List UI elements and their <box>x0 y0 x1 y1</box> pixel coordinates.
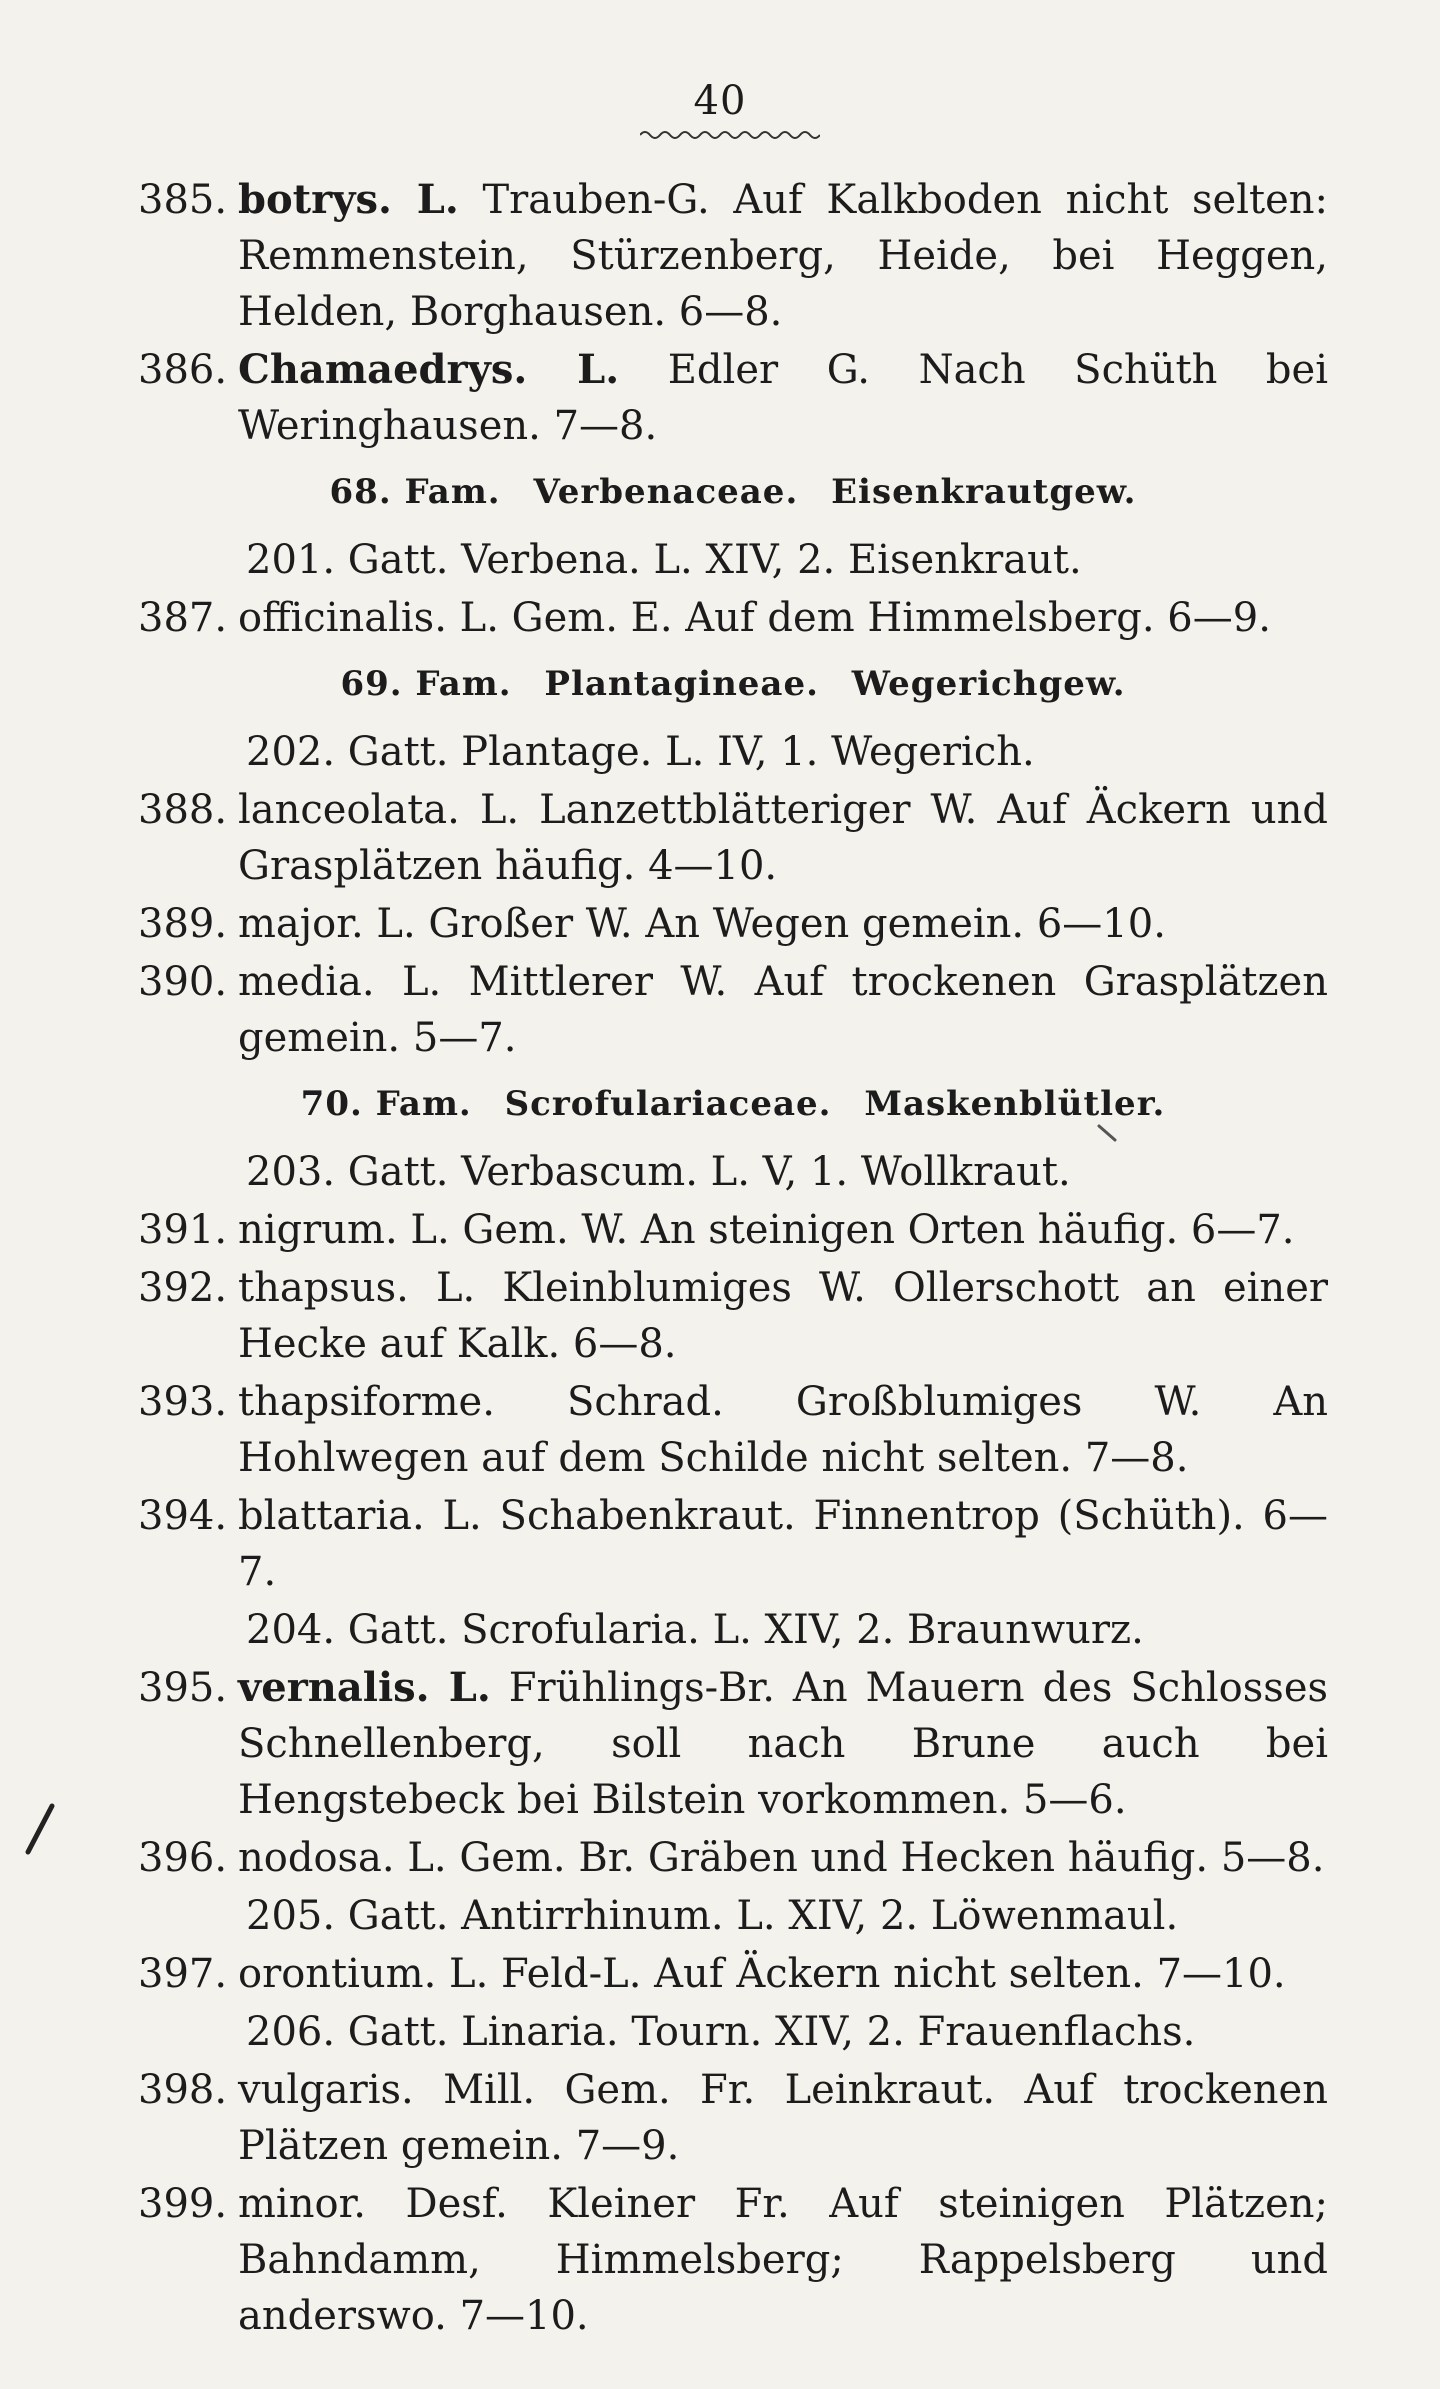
family-heading-68 <box>138 464 1328 520</box>
genus-205: 205. Gatt. Antirrhinum. L. XIV, 2. Löwenmaul. <box>246 1893 1179 1939</box>
genus-203: 203. Gatt. Verbascum. L. V, 1. Wollkraut. <box>246 1149 1071 1195</box>
family-heading-70 <box>138 1076 1328 1132</box>
entry-number: 399. <box>138 2181 228 2227</box>
family-number: 70. Fam. <box>300 1084 472 1124</box>
family-number: 68. Fam. <box>329 472 501 512</box>
entry-text: officinalis. L. Gem. E. Auf dem Himmelsberg. 6—9. <box>238 595 1271 641</box>
entry-391 <box>138 1202 1328 1258</box>
entry-397 <box>138 1946 1328 2002</box>
family-latin: Scrofulariaceae. <box>504 1084 832 1124</box>
pencil-stroke-mark <box>18 1800 58 1860</box>
genus-204: 204. Gatt. Scrofularia. L. XIV, 2. Braunwurz. <box>246 1607 1144 1653</box>
entry-number: 387. <box>138 595 228 641</box>
page-content <box>138 172 1328 2346</box>
entry-text: Frühlings-Br. An Mauern des Schlosses Schnellenberg, soll nach Brune auch bei Hengstebeck bei Bilstein vorkommen. 5—6. <box>238 1665 1329 1823</box>
entry-number: 389. <box>138 901 228 947</box>
entry-393 <box>138 1374 1328 1486</box>
entry-390 <box>138 954 1328 1066</box>
entry-number: 390. <box>138 959 228 1005</box>
entry-text: blattaria. L. Schabenkraut. Finnentrop (Schüth). 6—7. <box>238 1493 1328 1595</box>
entry-number: 394. <box>138 1493 228 1539</box>
entry-text: thapsus. L. Kleinblumiges W. Ollerschott an einer Hecke auf Kalk. 6—8. <box>238 1265 1328 1367</box>
entry-text: minor. Desf. Kleiner Fr. Auf steinigen Plätzen; Bahndamm, Himmelsberg; Rappelsberg und anderswo. 7—10. <box>238 2181 1328 2339</box>
entry-number: 391. <box>138 1207 228 1253</box>
entry-text: major. L. Großer W. An Wegen gemein. 6—10. <box>238 901 1166 947</box>
entry-text: orontium. L. Feld-L. Auf Äckern nicht selten. 7—10. <box>238 1951 1286 1997</box>
pencil-dot-mark <box>1095 1120 1121 1146</box>
genus-202: 202. Gatt. Plantage. L. IV, 1. Wegerich. <box>246 729 1035 775</box>
page-number: 40 <box>693 78 747 124</box>
entry-text: lanceolata. L. Lanzettblätteriger W. Auf Äckern und Grasplätzen häufig. 4—10. <box>238 787 1328 889</box>
entry-394 <box>138 1488 1328 1600</box>
entry-395 <box>138 1660 1328 1828</box>
entry-number: 396. <box>138 1835 228 1881</box>
entry-396 <box>138 1830 1328 1886</box>
family-german: Eisenkrautgew. <box>831 472 1137 512</box>
entry-number: 395. <box>138 1665 228 1711</box>
entry-number: 397. <box>138 1951 228 1997</box>
family-heading-69 <box>138 656 1328 712</box>
genus-201: 201. Gatt. Verbena. L. XIV, 2. Eisenkraut. <box>246 537 1082 583</box>
entry-text: Edler G. Nach Schüth bei Weringhausen. 7—8. <box>238 347 1329 449</box>
entry-387 <box>138 590 1328 646</box>
entry-386 <box>138 342 1328 454</box>
entry-number: 388. <box>138 787 228 833</box>
entry-385 <box>138 172 1328 340</box>
entry-398 <box>138 2062 1328 2174</box>
entry-text: vulgaris. Mill. Gem. Fr. Leinkraut. Auf trockenen Plätzen gemein. 7—9. <box>238 2067 1328 2169</box>
family-german: Maskenblütler. <box>864 1084 1166 1124</box>
entry-388 <box>138 782 1328 894</box>
family-number: 69. Fam. <box>340 664 512 704</box>
entry-389 <box>138 896 1328 952</box>
genus-206: 206. Gatt. Linaria. Tourn. XIV, 2. Frauenflachs. <box>246 2009 1196 2055</box>
entry-text: nigrum. L. Gem. W. An steinigen Orten häufig. 6—7. <box>238 1207 1295 1253</box>
wavy-rule-ornament <box>640 128 820 142</box>
entry-392 <box>138 1260 1328 1372</box>
entry-number: 398. <box>138 2067 228 2113</box>
entry-399 <box>138 2176 1328 2344</box>
species-epithet: botrys. L. <box>238 176 459 223</box>
entry-number: 385. <box>138 177 228 223</box>
species-epithet: Chamaedrys. L. <box>238 346 620 393</box>
family-latin: Plantagineae. <box>544 664 819 704</box>
family-latin: Verbenaceae. <box>533 472 799 512</box>
entry-number: 393. <box>138 1379 228 1425</box>
family-german: Wegerichgew. <box>851 664 1126 704</box>
entry-text: nodosa. L. Gem. Br. Gräben und Hecken häufig. 5—8. <box>238 1835 1325 1881</box>
entry-number: 386. <box>138 347 228 393</box>
entry-number: 392. <box>138 1265 228 1311</box>
entry-text: Trauben-G. Auf Kalkboden nicht selten: Remmenstein, Stürzenberg, Heide, bei Heggen, Helden, Borghausen. 6—8. <box>238 177 1328 335</box>
entry-text: thapsiforme. Schrad. Großblumiges W. An Hohlwegen auf dem Schilde nicht selten. 7—8. <box>238 1379 1328 1481</box>
species-epithet: vernalis. L. <box>238 1664 491 1711</box>
entry-text: media. L. Mittlerer W. Auf trockenen Grasplätzen gemein. 5—7. <box>238 959 1328 1061</box>
